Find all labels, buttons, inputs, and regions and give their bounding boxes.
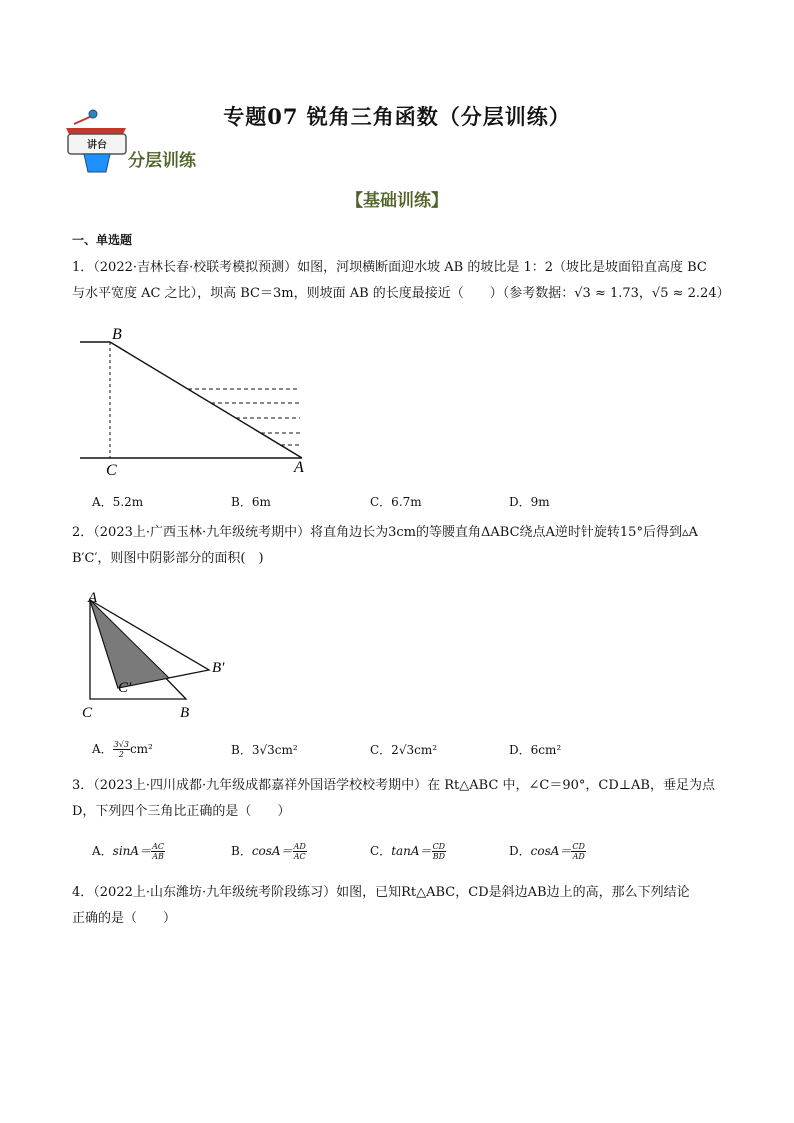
q1-option-b[interactable]: B．6m <box>231 495 271 509</box>
question-2-line2: B′C′，则图中阴影部分的面积( ) <box>72 551 264 566</box>
question-2 <box>72 520 732 572</box>
label-b: B <box>112 326 122 343</box>
label-a: A <box>294 459 304 476</box>
label-c-prime: C′ <box>118 680 132 696</box>
section-title: 【基础训练】 <box>346 191 448 211</box>
label-b-prime: B′ <box>212 660 225 676</box>
label-c: C <box>106 462 117 479</box>
q3-option-d[interactable]: D．cosA＝ $\frac{CD}{AD}$ <box>509 842 585 861</box>
question-1 <box>72 255 732 307</box>
question-4 <box>72 880 732 932</box>
podium-label: 讲台 <box>87 140 107 151</box>
question-4-line1: 4．（2022上·山东潍坊·九年级统考阶段练习）如图，已知Rt△ABC，CD是斜边AB边上的高，那么下列结论 <box>72 885 690 900</box>
label-b: B <box>180 705 190 721</box>
question-1-line2: 与水平宽度 AC 之比），坝高 BC＝3m，则坡面 AB 的长度最接近（ ）（参考数据：√3 ≈ 1.73，√5 ≈ 2.24） <box>72 286 730 301</box>
q2-option-a[interactable]: A． $\frac{3√3}{2}$ cm² <box>92 740 153 759</box>
q3-option-b[interactable]: B．cosA＝ $\frac{AD}{AC}$ <box>231 842 306 861</box>
q2-option-a-numerator: 3√3 <box>113 740 129 749</box>
page-title: 专题07 锐角三角函数（分层训练） <box>223 104 571 129</box>
triangle-figure <box>76 585 246 725</box>
question-3-line1: 3．（2023上·四川成都·九年级成都嘉祥外国语学校校考期中）在 Rt△ABC 中，∠C＝90°，CD⊥AB，垂足为点 <box>72 778 715 793</box>
q2-option-c[interactable]: C．2√3cm² <box>370 743 438 757</box>
question-3-options <box>92 842 732 861</box>
layer-title: 分层训练 <box>128 151 196 171</box>
q2-option-d[interactable]: D．6cm² <box>509 743 562 757</box>
q2-option-a-denominator: 2 <box>118 750 124 759</box>
dam-figure <box>70 322 320 482</box>
question-3 <box>72 773 732 825</box>
question-2-line1: 2．（2023上·广西玉林·九年级统考期中）将直角边长为3cm的等腰直角ΔABC绕点A逆时针旋转15°后得到▵A <box>72 525 698 540</box>
question-1-options <box>92 493 732 510</box>
question-3-line2: D，下列四个三角比正确的是（ ） <box>72 804 291 819</box>
question-4-line2: 正确的是（ ） <box>72 911 177 926</box>
q1-option-a[interactable]: A．5.2m <box>92 495 144 509</box>
q3-option-c[interactable]: C．tanA＝ $\frac{CD}{BD}$ <box>370 842 446 861</box>
q3-option-a[interactable]: A．sinA＝ $\frac{AC}{AB}$ <box>92 842 164 861</box>
q1-option-d[interactable]: D．9m <box>509 495 550 509</box>
label-c: C <box>82 705 93 721</box>
part-title: 一、单选题 <box>72 233 133 247</box>
question-1-line1: 1．（2022·吉林长春·校联考模拟预测）如图，河坝横断面迎水坡 AB 的坡比是 1：2（坡比是坡面铅直高度 BC <box>72 260 707 275</box>
q1-option-c[interactable]: C．6.7m <box>370 495 422 509</box>
question-2-options <box>92 740 732 759</box>
q2-option-b[interactable]: B．3√3cm² <box>231 743 298 757</box>
label-a: A <box>88 590 98 606</box>
